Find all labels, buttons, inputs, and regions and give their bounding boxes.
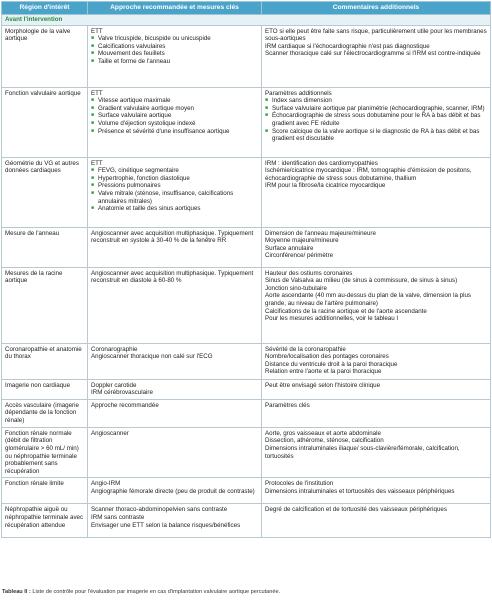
comment-line: IRM cardiaque si l'échocardiographie n'est pas diagnostique [265,42,430,50]
comment-line: ETO si elle peut être faite sans risque, particulièrement utile pour les membranes sous-aortiques [265,27,487,43]
comments-cell [262,25,491,87]
region-cell [2,87,88,157]
approach-head: Angio-IRM [91,480,121,488]
approach-item: ■ Anatomie et taille des sinus aortiques [91,205,258,213]
comment-line: Degré de calcification et de tortuosité des vaisseaux périphériques [265,506,447,514]
comment-line: Nombre/localisation des pontages coronaires [265,353,389,361]
approach-head: Approche recommandée [91,401,159,409]
table-row [2,343,491,379]
caption-label: Tableau II : [2,589,31,595]
region-cell [2,157,88,227]
region-text: Géométrie du VG et autres données cardiaques [5,159,79,175]
region-cell [2,427,88,478]
approach-line: IRM cérébrovasculaire [91,389,153,397]
approach-line: IRM sans contraste [91,513,145,521]
comment-line: Distance du ventricule droit à la paroi thoracique [265,360,398,368]
comment-line: Protocoles de l'institution [265,480,334,488]
approach-list [91,167,258,213]
region-cell [2,227,88,267]
approach-item: ■ Calcifications valvulaires [91,43,258,51]
table-row [2,25,491,87]
approach-item: ■ Présence et sévérité d'une insuffisance aortique [91,128,258,136]
comment-line: Sévérité de la coronaropathie [265,345,346,353]
approach-cell [88,227,262,267]
comments-cell [262,343,491,379]
table-row [2,427,491,478]
comment-line: Ischémie/cicatrice myocardique : IRM, tomographie d'émission de positons, échocardiographie de stress sous dobutamine, thallium [265,167,472,182]
table-row [2,504,491,538]
region-text: Fonction valvulaire aortique [5,89,81,97]
comment-line: Paramètres clés [265,401,310,409]
approach-head: Coronarographie [91,345,138,353]
region-cell [2,25,88,87]
approach-item: ■ Pressions pulmonaires [91,182,258,190]
approach-item: ■ Valve tricuspide, bicuspide ou unicuspide [91,35,258,43]
approach-list [91,97,258,135]
comment-line: Paramètres additionnels [265,89,332,97]
comment-line: Moyenne majeure/mineure [265,237,339,245]
region-text: Fonction rénale limite [5,480,64,488]
section-label: Avant l'intervention [2,15,491,26]
table-row [2,267,491,343]
comment-line: Circonférence/ périmètre [265,252,334,260]
approach-line: Angiographie fémorale directe (peu de produit de contraste) [91,487,255,495]
region-cell [2,267,88,343]
approach-cell [88,478,262,504]
region-text: Mesures de la racine aortique [5,269,63,285]
region-cell [2,399,88,427]
header-region: Région d'intérêt [2,2,88,15]
comment-item: ■ Échocardiographie de stress sous dobutamine pour le RA à bas débit et bas gradient avec FE réduite [265,112,487,127]
imaging-checklist-table [1,1,491,538]
comment-list [265,97,487,143]
approach-item: ■ FEVG, cinétique segmentaire [91,167,258,175]
region-text: Imagerie non cardiaque [5,381,71,389]
comment-line: Dimensions intraluminales et tortuosités des vaisseaux périphériques [265,487,455,495]
comment-line: Dimension de l'anneau majeure/mineure [265,229,376,237]
region-text: Accès vasculaire (imagerie dépendante de la fonction rénale) [5,401,79,424]
comment-item: ■ Surface valvulaire aortique par planimétrie (échocardiographie, scanner, IRM) [265,105,487,113]
comment-line: Relation entre l'aorte et la paroi thoracique [265,368,382,376]
approach-item: ■ Volume d'éjection systolique indexé [91,120,258,128]
comment-line: Dissection, athérome, sténose, calcification [265,437,384,445]
comments-cell [262,267,491,343]
approach-cell [88,504,262,538]
comment-line: Surface annulaire [265,244,314,252]
comment-line: Aorte ascendante (40 mm au-dessus du plan de la valve, dimension la plus grande, au niveau de l'artère pulmonaire) [265,292,472,307]
approach-cell [88,87,262,157]
approach-item: ■ Hypertrophie, fonction diastolique [91,175,258,183]
approach-list [91,35,258,65]
approach-line: Envisager une ETT selon la balance risques/bénéfices [91,521,241,529]
region-text: Morphologie de la valve aortique [5,27,71,43]
comments-cell [262,504,491,538]
region-cell [2,504,88,538]
approach-item: ■ Surface valvulaire aortique [91,112,258,120]
comment-line: Jonction sino-tubulaire [265,284,327,292]
approach-item: ■ Valve mitrale (sténose, insuffisance, calcifications annulaires mitrales) [91,190,258,205]
approach-cell [88,25,262,87]
approach-item: ■ Gradient valvulaire aortique moyen [91,105,258,113]
table-row [2,157,491,227]
region-text: Coronaropathie et anatomie du thorax [5,345,82,361]
comment-line: Hauteur des ostiums coronaires [265,269,353,277]
approach-cell [88,427,262,478]
approach-head: ETT [91,89,103,97]
comment-line: Sinus de Valsalva au milieu (de sinus à commissure, de sinus à sinus) [265,277,458,285]
approach-head: ETT [91,159,103,167]
region-cell [2,343,88,379]
approach-line: Angioscanner thoracique non calé sur l'ECG [91,353,213,361]
approach-head: Angioscanner avec acquisition multiphasique. Typiquement reconstruit en diastole à 60-80 % [91,269,254,285]
table-row [2,399,491,427]
approach-cell [88,399,262,427]
approach-head: Scanner thoraco-abdominopelvien sans contraste [91,506,228,514]
comments-cell [262,227,491,267]
region-text: Néphropathie aiguë ou néphropathie terminale avec récupération attendue [5,506,84,529]
comment-line: Pour les mesures additionnelles, voir le tableau I [265,315,399,323]
region-cell [2,478,88,504]
comment-line: IRM : identification des cardiomyopathies [265,159,378,167]
table-header-row [2,2,491,15]
approach-cell [88,267,262,343]
approach-item: ■ Taille et forme de l'anneau [91,58,258,66]
header-comments: Commentaires additionnels [262,2,491,15]
region-text: Fonction rénale normale (débit de filtration glomérulaire > 60 mL/ min) ou néphropathie terminale probablement sans récupération [5,429,79,475]
caption-text: Liste de contrôle pour l'évaluation par imagerie en cas d'implantation valvulaire aortique percutanée. [30,589,281,595]
comment-line: Scanner thoracique calé sur l'électrocardiogramme si l'IRM est contre-indiquée [265,50,481,58]
approach-cell [88,157,262,227]
comment-line: Aorte, gros vaisseaux et aorte abdominale [265,429,381,437]
table-row [2,87,491,157]
table-row [2,379,491,399]
comment-line: Calcifications de la racine aortique et de l'aorte ascendante [265,307,427,315]
approach-head: Angioscanner avec acquisition multiphasique. Typiquement reconstruit en systole à 30-40 % de la fenêtre RR [91,229,254,245]
comments-cell [262,87,491,157]
comments-cell [262,427,491,478]
comments-cell [262,399,491,427]
comments-cell [262,157,491,227]
region-text: Mesure de l'anneau [5,229,60,237]
comment-item: ■ Score calcique de la valve aortique si le diagnostic de RA à bas débit et bas gradient est discutable [265,128,487,143]
header-approach: Approche recommandée et mesures clés [88,2,262,15]
comments-cell [262,478,491,504]
section-row [2,15,491,26]
approach-item: ■ Mouvement des feuillets [91,50,258,58]
approach-head: Angioscanner [91,429,129,437]
table-row [2,478,491,504]
approach-head: Doppler carotide [91,381,137,389]
comments-cell [262,379,491,399]
approach-head: ETT [91,27,103,35]
approach-item: ■ Vitesse aortique maximale [91,97,258,105]
comment-line: Peut être envisagé selon l'histoire clinique [265,381,381,389]
comment-line: Dimensions intraluminales iliaque/ sous-clavière/fémorale, calcification, tortuosités [265,444,460,460]
approach-cell [88,379,262,399]
comment-item: ■ Index sans dimension [265,97,487,105]
approach-cell [88,343,262,379]
region-cell [2,379,88,399]
table-caption [2,589,280,595]
comment-line: IRM pour la fibrose/la cicatrice myocardique [265,182,386,190]
table-row [2,227,491,267]
